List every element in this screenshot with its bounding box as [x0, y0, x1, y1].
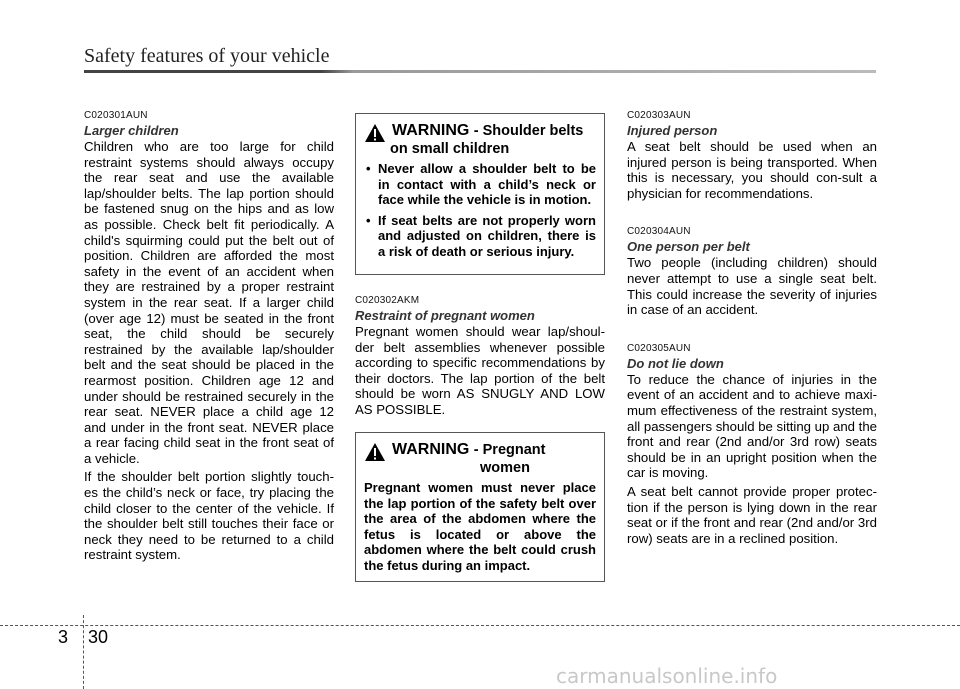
warning-triangle-icon [364, 442, 386, 462]
body-paragraph: Pregnant women should wear lap/shoul-der belt assemblies whenever possible according to specific recommendations by their doctors. The lap portion of the belt should be worn AS SNUGLY AND LOW AS POSSIBLE. [355, 324, 605, 417]
warning-label: WARNING [392, 122, 470, 139]
warning-topic-line2: women [480, 460, 530, 476]
watermark: carmanualsonline.info [556, 664, 778, 688]
warning-topic-line2: on small children [390, 141, 510, 157]
section-code: C020304AUN [627, 226, 691, 238]
warning-header [364, 122, 596, 143]
header-rule [84, 70, 876, 73]
section-code: C020301AUN [84, 110, 148, 121]
section-code: C020302AKM [355, 295, 420, 306]
section-subhead: Injured person [627, 123, 718, 138]
page-header-title: Safety features of your vehicle [84, 45, 330, 67]
warning-label: WARNING [392, 441, 470, 458]
right-column [627, 110, 877, 549]
footer-divider [83, 615, 84, 689]
section-code: C020303AUN [627, 110, 691, 121]
warning-topic: - Pregnant [473, 442, 546, 458]
page-number: 30 [88, 627, 109, 647]
warning-text: Pregnant women must never place the lap portion of the safety belt over the area of the abdomen where the fetus is located or above the abdomen where the belt could crush the fetus during an impact. [364, 480, 596, 573]
warning-triangle-icon [364, 123, 386, 143]
warning-topic: - Shoulder belts [473, 123, 584, 139]
body-paragraph: Two people (including children) should never attempt to use a single seat belt. This could increase the severity of injuries in case of an accident. [627, 255, 877, 318]
warning-item: • If seat belts are not properly worn and adjusted on children, there is a risk of death or serious injury. [364, 213, 596, 260]
body-paragraph: A seat belt should be used when an injured person is being transported. When this is necessary, you should con-sult a physician for recommendations. [627, 139, 877, 201]
section-number: 3 [58, 627, 69, 647]
body-paragraph: If the shoulder belt portion slightly touch-es the child’s neck or face, try placing the child closer to the center of the vehicle. If the shoulder belt still touches their face or neck they need to be returned to a child restraint system. [84, 469, 334, 563]
warning-box-pregnant-women [355, 432, 605, 582]
body-paragraph: Children who are too large for child restraint systems should always occupy the rear seat and use the available lap/shoulder belts. The lap portion should be fastened snug on the hips and as low as possible. Check belt fit periodically. A child's squirming could put the belt out of position. Children are afforded the most safety in the event of an accident when they are restrained by a proper restraint system in the rear seat. If a larger child (over age 12) must be seated in the front seat, the child should be securely restrained by the available lap/shoulder belt and the seat should be placed in the rearmost position. Children age 12 and under should be restrained securely in the rear seat. NEVER place a child age 12 and under in the front seat. NEVER place a rear facing child seat in the front seat of a vehicle. [84, 139, 334, 466]
section-gap [627, 204, 877, 226]
warning-item: • Never allow a shoulder belt to be in contact with a child’s neck or face while the vehicle is in motion. [364, 161, 596, 208]
section-code: C020305AUN [627, 342, 691, 354]
middle-column [355, 295, 605, 421]
left-column [84, 110, 334, 566]
section-subhead: Restraint of pregnant women [355, 308, 535, 323]
body-paragraph: To reduce the chance of injuries in the event of an accident and to achieve maxi-mum effectiveness of the restraint system, all passengers should be sitting up and the front and rear (2nd and/or 3rd row) seats should be in an upright position when the car is moving. [627, 371, 878, 481]
section-subhead: Larger children [84, 123, 179, 138]
warning-box-shoulder-belts [355, 113, 605, 275]
warning-list [364, 161, 596, 260]
footer-rule [0, 625, 960, 626]
section-subhead: Do not lie down [627, 355, 724, 371]
body-paragraph: A seat belt cannot provide proper protec-tion if the person is lying down in the rear seat or if the front and rear (2nd and/or 3rd row) seats are in a reclined position. [627, 483, 877, 546]
warning-header [364, 441, 596, 462]
section-gap [627, 321, 877, 343]
section-subhead: One person per belt [627, 239, 750, 255]
